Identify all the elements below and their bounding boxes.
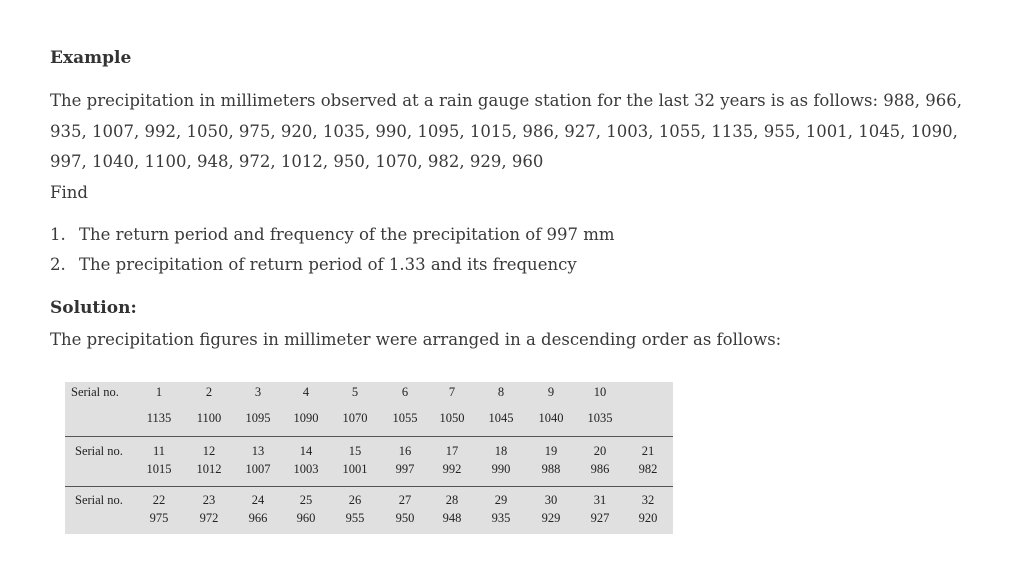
serial-cell: 17 — [445, 444, 459, 458]
solution-heading: Solution: — [50, 297, 137, 318]
precipitation-cell: 1100 — [196, 411, 222, 425]
problem-text: The precipitation in millimeters observed at a rain gauge station for the last 32 years is as follows: 988, 966, 935, 1007, 992, 1050, 975, 920, 1035, 990, 1095, 1015, 986, 927, 1003, 1055, 1135, 955, 1001, 1045, 1090, 997, 1040, 1100, 948, 972, 1012, 950, 1070, 982, 929, 960 — [50, 91, 962, 171]
precipitation-cell: 960 — [296, 511, 316, 525]
question-text: The precipitation of return period of 1.33 and its frequency — [79, 255, 577, 274]
table-divider — [65, 486, 673, 487]
question-list — [50, 220, 990, 281]
precipitation-cell: 972 — [199, 511, 219, 525]
precipitation-cell: 966 — [248, 511, 268, 525]
find-label: Find — [50, 182, 88, 202]
serial-cell: 32 — [641, 493, 655, 507]
serial-cell: 1 — [155, 385, 163, 399]
serial-cell: 5 — [351, 385, 359, 399]
precipitation-cell: 1095 — [245, 411, 271, 425]
precipitation-cell: 1012 — [196, 462, 222, 476]
precipitation-cell: 1055 — [392, 411, 418, 425]
serial-cell: 22 — [152, 493, 166, 507]
serial-cell: 30 — [544, 493, 558, 507]
precipitation-cell: 950 — [395, 511, 415, 525]
serial-cell: 14 — [299, 444, 313, 458]
precipitation-cell: 948 — [442, 511, 462, 525]
question-number: 2. — [50, 255, 66, 274]
serial-cell: 18 — [494, 444, 508, 458]
precipitation-cell: 990 — [491, 462, 511, 476]
precipitation-cell: 986 — [590, 462, 610, 476]
serial-cell: 7 — [448, 385, 456, 399]
serial-cell: 3 — [254, 385, 262, 399]
precipitation-cell: 920 — [638, 511, 658, 525]
serial-cell: 9 — [547, 385, 555, 399]
serial-row-label: Serial no. — [71, 385, 119, 399]
precipitation-cell: 1090 — [293, 411, 319, 425]
serial-cell: 6 — [401, 385, 409, 399]
serial-row-label: Serial no. — [75, 444, 123, 458]
precipitation-cell: 935 — [491, 511, 511, 525]
precipitation-cell: 1003 — [293, 462, 319, 476]
serial-cell: 25 — [299, 493, 313, 507]
precipitation-cell: 1001 — [342, 462, 368, 476]
question-item — [50, 250, 990, 281]
example-heading: Example — [50, 48, 132, 68]
serial-cell: 12 — [202, 444, 216, 458]
precipitation-cell: 992 — [442, 462, 462, 476]
serial-cell: 26 — [348, 493, 362, 507]
serial-cell: 8 — [497, 385, 505, 399]
serial-cell: 11 — [152, 444, 166, 458]
document-body — [50, 48, 990, 355]
precipitation-cell: 927 — [590, 511, 610, 525]
serial-cell: 2 — [205, 385, 213, 399]
serial-row-label: Serial no. — [75, 493, 123, 507]
serial-cell: 4 — [302, 385, 310, 399]
serial-cell: 16 — [398, 444, 412, 458]
serial-cell: 21 — [641, 444, 655, 458]
precipitation-cell: 1035 — [587, 411, 613, 425]
precipitation-cell: 1007 — [245, 462, 271, 476]
serial-cell: 15 — [348, 444, 362, 458]
precipitation-cell: 929 — [541, 511, 561, 525]
question-text: The return period and frequency of the precipitation of 997 mm — [79, 224, 615, 244]
precipitation-cell: 988 — [541, 462, 561, 476]
serial-cell: 24 — [251, 493, 265, 507]
precipitation-cell: 955 — [345, 511, 365, 525]
serial-cell: 27 — [398, 493, 412, 507]
serial-cell: 29 — [494, 493, 508, 507]
question-number: 1. — [50, 224, 66, 244]
table-divider — [65, 436, 673, 437]
solution-intro: The precipitation figures in millimeter were arranged in a descending order as follows: — [50, 329, 782, 349]
serial-cell: 10 — [593, 385, 607, 399]
precipitation-cell: 1050 — [439, 411, 465, 425]
serial-cell: 28 — [445, 493, 459, 507]
precipitation-cell: 1015 — [146, 462, 172, 476]
precipitation-cell: 1040 — [538, 411, 564, 425]
question-item — [50, 220, 990, 251]
serial-cell: 19 — [544, 444, 558, 458]
precipitation-cell: 997 — [395, 462, 415, 476]
precipitation-cell: 975 — [149, 511, 169, 525]
serial-cell: 20 — [593, 444, 607, 458]
serial-cell: 31 — [593, 493, 607, 507]
precipitation-cell: 1070 — [342, 411, 368, 425]
precipitation-cell: 982 — [638, 462, 658, 476]
serial-cell: 23 — [202, 493, 216, 507]
ranked-precipitation-table — [65, 382, 673, 534]
precipitation-cell: 1045 — [488, 411, 514, 425]
precipitation-cell: 1135 — [146, 411, 172, 425]
serial-cell: 13 — [251, 444, 265, 458]
